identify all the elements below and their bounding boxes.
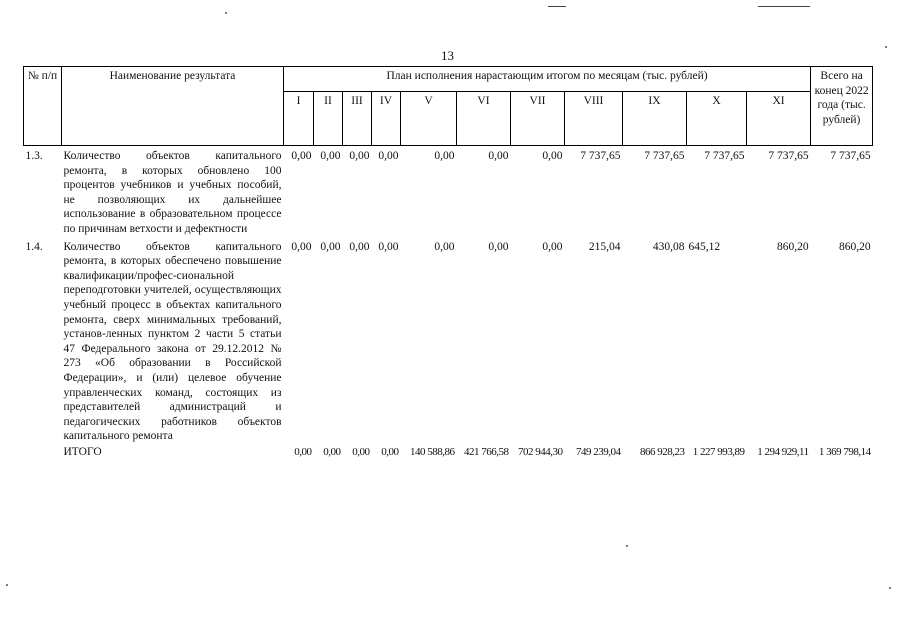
header-month: VII: [511, 92, 565, 146]
total-value: 0,00: [323, 445, 341, 458]
row-number: 1.3.: [25, 150, 43, 162]
cell-value: 0,00: [291, 150, 312, 162]
header-total: Всего на конец 2022 года (тыс. рублей): [811, 67, 873, 146]
scan-dot: [885, 46, 887, 48]
total-value: 866 928,23: [640, 445, 685, 458]
cell-value: 0,00: [542, 240, 563, 253]
header-month: IV: [372, 92, 401, 146]
total-value: 421 766,58: [464, 445, 509, 458]
scan-mark: [548, 6, 566, 7]
header-name: Наименование результата: [62, 67, 284, 146]
cell-value: 0,00: [488, 240, 509, 253]
header-month: III: [343, 92, 372, 146]
cell-value: 0,00: [434, 150, 455, 162]
total-value: 0,00: [294, 445, 312, 458]
cell-value: 7 737,65: [580, 150, 621, 162]
cell-value: 0,00: [488, 150, 509, 162]
header-plan: План исполнения нарастающим итогом по месяцам (тыс. рублей): [284, 67, 811, 92]
cell-value: 0,00: [378, 240, 399, 253]
total-value: 0,00: [352, 445, 370, 458]
cell-value: 645,12: [688, 240, 721, 253]
cell-total: 7 737,65: [830, 150, 871, 162]
total-label: ИТОГО: [63, 445, 102, 458]
cell-value: 0,00: [349, 150, 370, 162]
total-value: 1 294 929,11: [757, 445, 809, 458]
header-num: № п/п: [24, 67, 62, 146]
total-grand: 1 369 798,14: [818, 445, 871, 458]
total-row: [24, 444, 873, 460]
scan-dot: [6, 584, 8, 586]
cell-value: 0,00: [291, 240, 312, 253]
row-number: 1.4.: [25, 240, 43, 253]
cell-value: 7 737,65: [644, 150, 685, 162]
row-name: Количество объектов капитального ремонта, в которых обновлено 100 процентов учебников и учебных пособий, не позволяющих их дальнейшее использование в образовательном процессе по причинам ветхости и дефектности: [63, 150, 282, 235]
cell-value: 860,20: [776, 240, 809, 253]
header-month: VI: [457, 92, 511, 146]
cell-value: 7 737,65: [704, 150, 745, 162]
cell-value: 0,00: [320, 240, 341, 253]
cell-value: 0,00: [378, 150, 399, 162]
total-value: 1 227 993,89: [692, 445, 745, 458]
cell-value: 0,00: [542, 150, 563, 162]
scan-dot: [626, 545, 628, 547]
scan-dot: [889, 587, 891, 589]
scan-dot: [225, 12, 227, 14]
cell-value: 0,00: [349, 240, 370, 253]
cell-value: 430,08: [652, 240, 685, 253]
header-month: X: [687, 92, 747, 146]
total-value: 702 944,30: [518, 445, 563, 458]
header-month: II: [314, 92, 343, 146]
total-row-spacer: [24, 444, 62, 460]
cell-value: 0,00: [434, 240, 455, 253]
total-value: 140 588,86: [410, 445, 455, 458]
header-month: IX: [623, 92, 687, 146]
cell-value: 0,00: [320, 150, 341, 162]
scan-mark: [758, 6, 810, 7]
table-row: [24, 146, 873, 237]
cell-value: 7 737,65: [768, 150, 809, 162]
header-month: V: [401, 92, 457, 146]
plan-table: [23, 66, 873, 459]
header-month: I: [284, 92, 314, 146]
header-month: XI: [747, 92, 811, 146]
cell-value: 215,04: [588, 240, 621, 253]
total-value: 749 239,04: [576, 445, 621, 458]
cell-total: 860,20: [838, 240, 871, 253]
row-name: Количество объектов капитального ремонта, в которых обеспечено повышение квалификации/профес-сиональной переподготовки учителей, осуществляющих учебный процесс в объектах капитального ремонта, сверх минимальных требований, установ-ленных пунктом 2 части 5 статьи 47 Федерального закона от 29.12.2012 № 273 «Об образовании в Российской Федерации», и (или) целевое обучение управленческих команд, состоящих из представителей администраций и педагогических работников объектов капитального ремонта: [63, 240, 282, 443]
header-month: VIII: [565, 92, 623, 146]
page-number: 13: [441, 48, 454, 63]
total-value: 0,00: [381, 445, 399, 458]
table-row: [24, 237, 873, 444]
